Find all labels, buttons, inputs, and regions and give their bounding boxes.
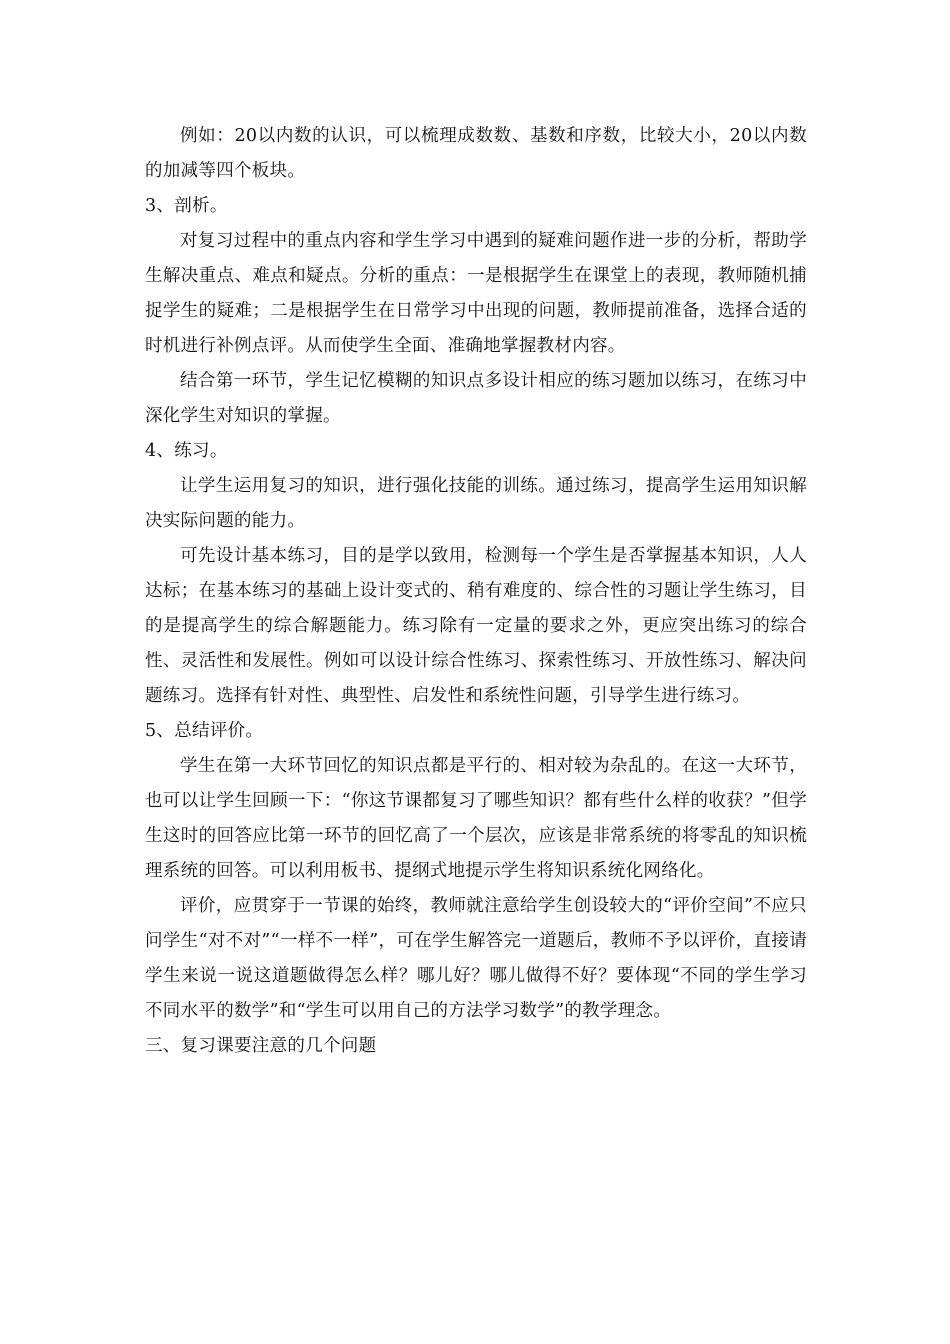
section-heading-practice: 4、练习。: [145, 441, 228, 461]
document-body: [145, 119, 807, 1064]
paragraph-summary-review: 学生在第一大环节回忆的知识点都是平行的、相对较为杂乱的。在这一大环节，也可以让学生回顾一下：“你这节课都复习了哪些知识？都有些什么样的收获？”但学生这时的回答应比第一环节的回忆高了一个层次，应该是非常系统的将零乱的知识梳理系统的回答。可以利用板书、提纲式地提示学生将知识系统化网络化。: [145, 756, 807, 881]
section-heading-analysis: 3、剖析。: [145, 196, 228, 216]
paragraph-practice-purpose: 让学生运用复习的知识，进行强化技能的训练。通过练习，提高学生运用知识解决实际问题的能力。: [145, 476, 807, 531]
paragraph-analysis-detail: 对复习过程中的重点内容和学生学习中遇到的疑难问题作进一步的分析，帮助学生解决重点、难点和疑点。分析的重点：一是根据学生在课堂上的表现，教师随机捕捉学生的疑难；二是根据学生在日常学习中出现的问题，教师提前准备，选择合适的时机进行补例点评。从而使学生全面、准确地掌握教材内容。: [145, 231, 807, 356]
paragraph-evaluation: 评价，应贯穿于一节课的始终，教师就注意给学生创设较大的“评价空间”不应只问学生“对不对”“一样不一样”，可在学生解答完一道题后，教师不予以评价，直接请学生来说一说这道题做得怎么样？哪儿好？哪儿做得不好？要体现“不同的学生学习不同水平的数学”和“学生可以用自己的方法学习数学”的教学理念。: [145, 896, 807, 1021]
section-heading-review-issues: 三、复习课要注意的几个问题: [145, 1036, 377, 1056]
paragraph-practice-design: 可先设计基本练习，目的是学以致用，检测每一个学生是否掌握基本知识，人人达标；在基本练习的基础上设计变式的、稍有难度的、综合性的习题让学生练习，目的是提高学生的综合解题能力。练习除有一定量的要求之外，更应突出练习的综合性、灵活性和发展性。例如可以设计综合性练习、探索性练习、开放性练习、解决问题练习。选择有针对性、典型性、启发性和系统性问题，引导学生进行练习。: [145, 546, 807, 706]
paragraph-combine-first-step: 结合第一环节，学生记忆模糊的知识点多设计相应的练习题加以练习，在练习中深化学生对知识的掌握。: [145, 371, 807, 426]
paragraph-example-20: 例如：20以内数的认识，可以梳理成数数、基数和序数，比较大小，20以内数的加减等四个板块。: [145, 126, 807, 181]
section-heading-summary: 5、总结评价。: [145, 721, 264, 741]
